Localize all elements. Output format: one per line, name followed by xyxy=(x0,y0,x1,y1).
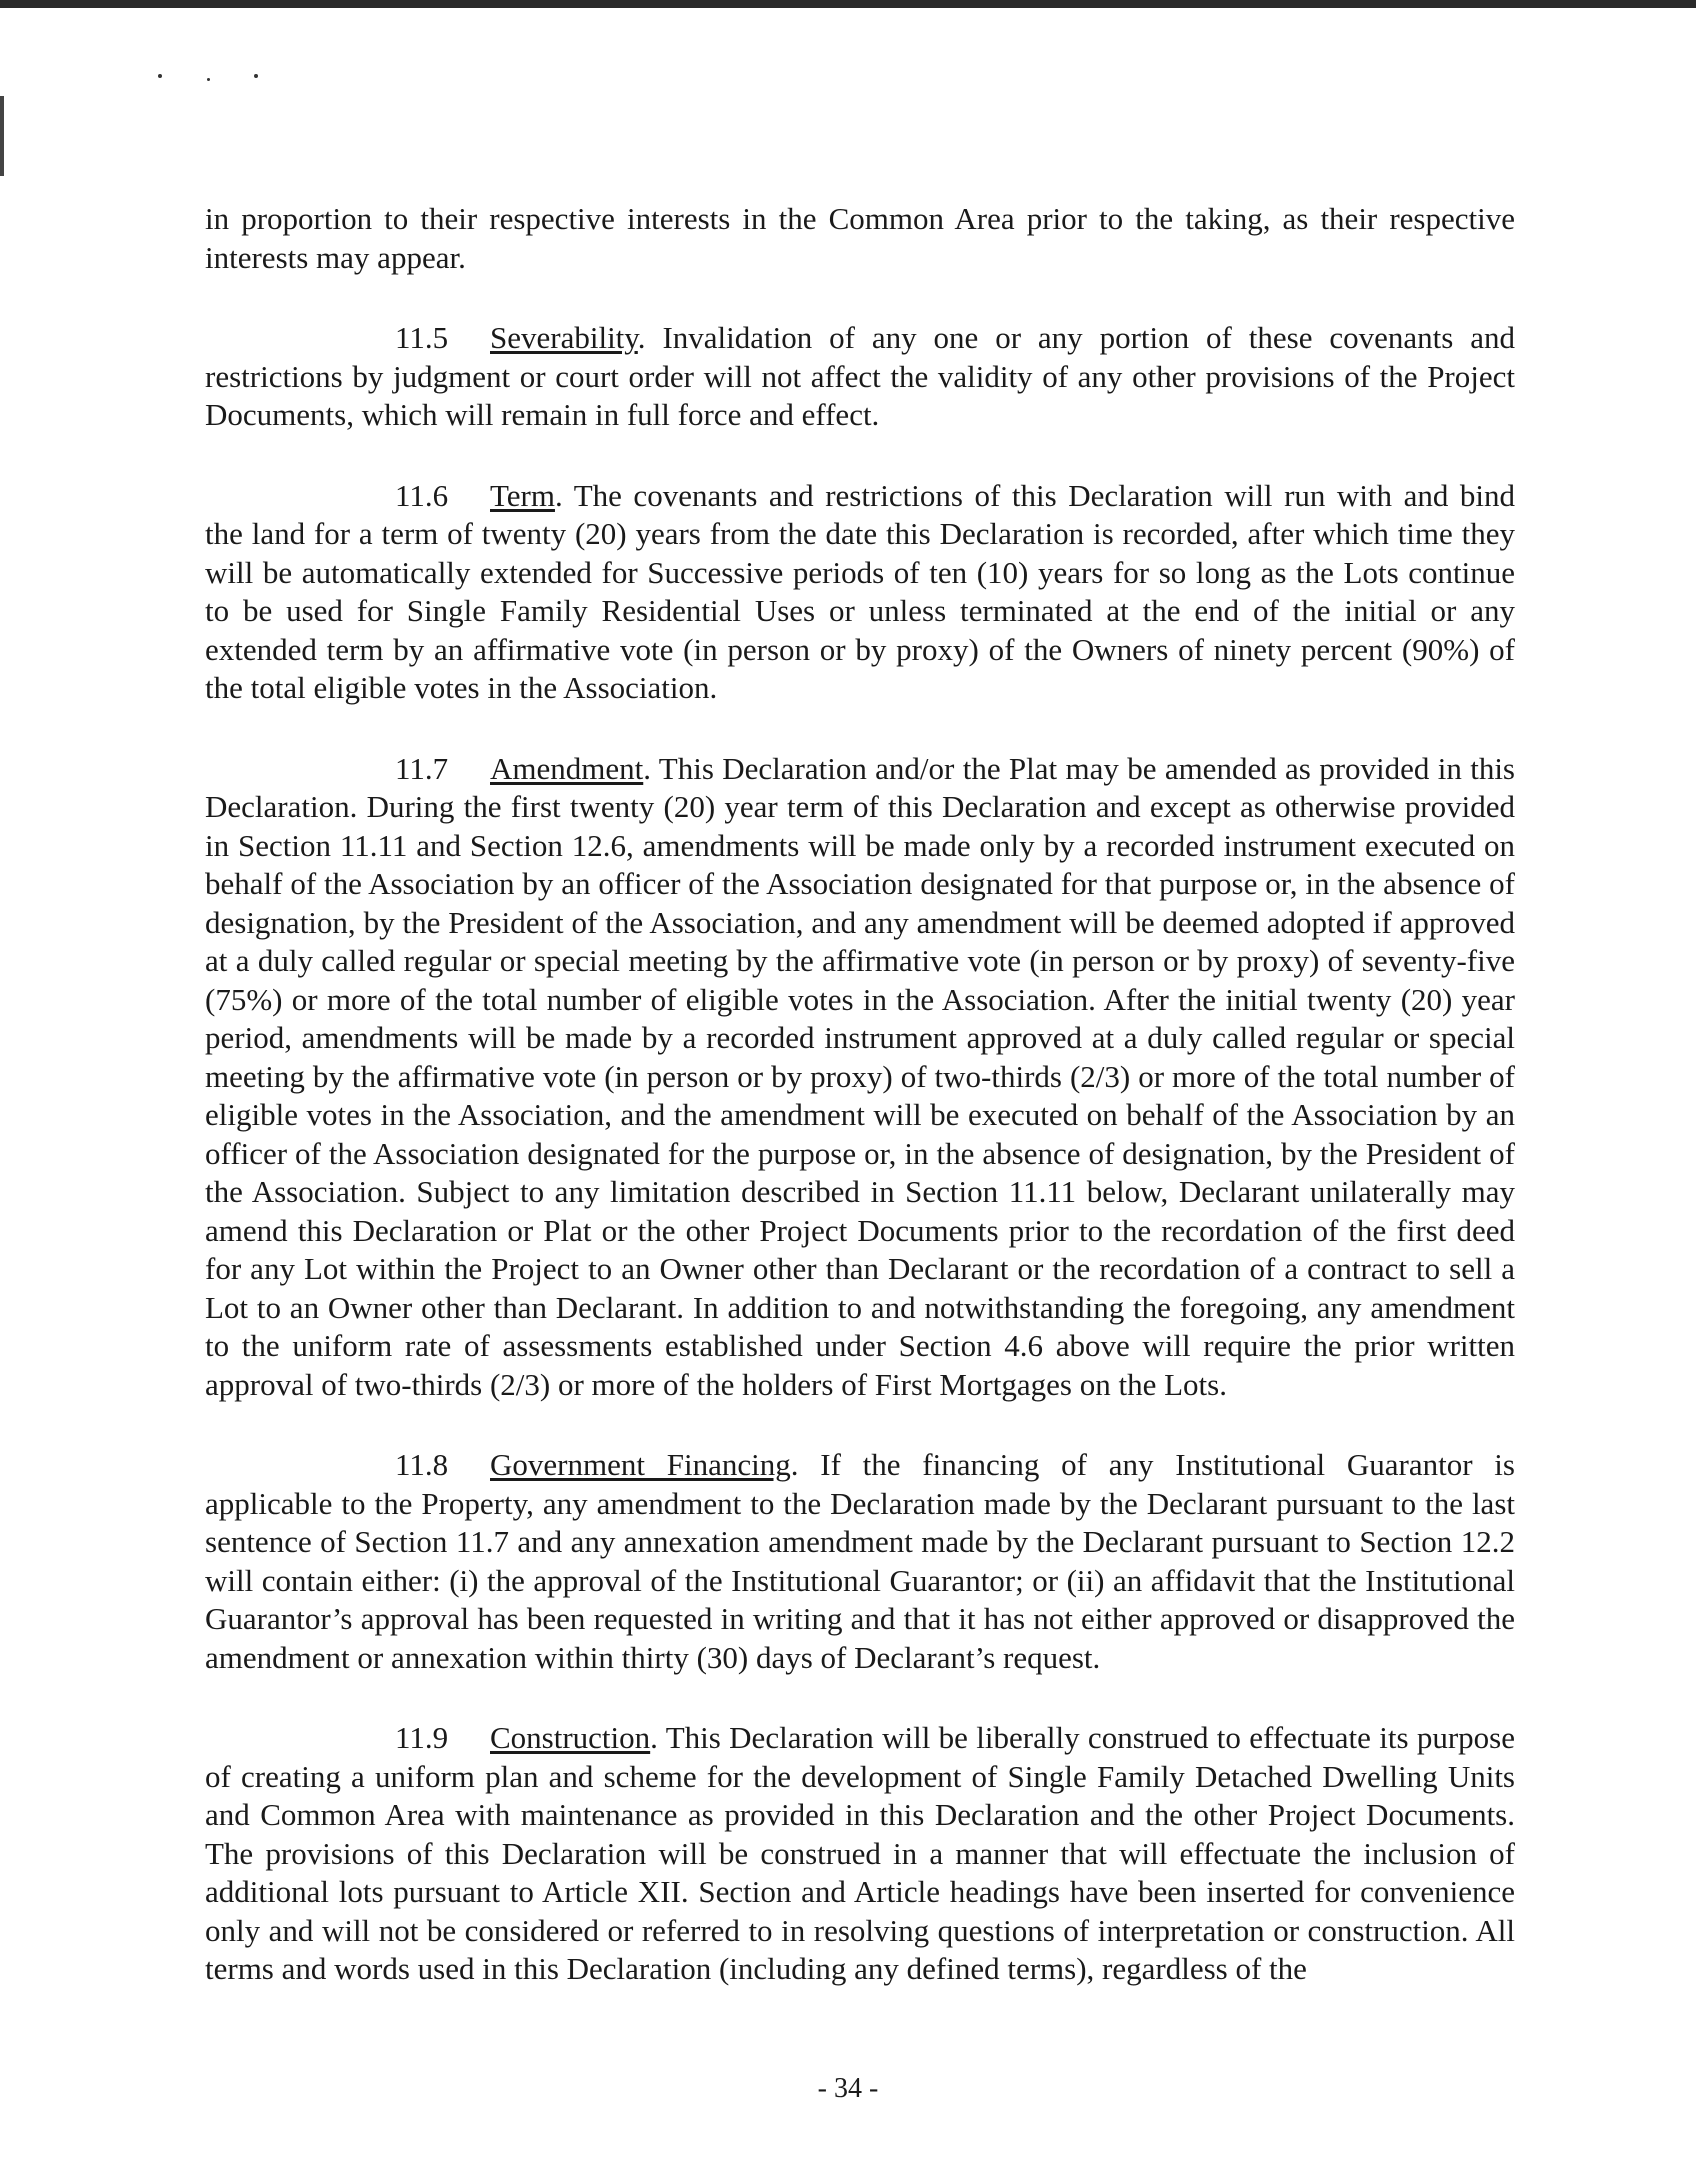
document-body xyxy=(205,200,1515,1989)
section-heading: Government Financing xyxy=(490,1447,791,1482)
scan-speck xyxy=(254,74,258,78)
section-number: 11.9 xyxy=(395,1720,449,1755)
section-11-6 xyxy=(205,477,1515,708)
section-text: . Invalidation of any one or any portion of these covenants and restrictions by judgment or court order will not affect the validity of any other provisions of the Project Documents, which will remain in full force and effect. xyxy=(205,320,1515,432)
section-number: 11.8 xyxy=(395,1447,449,1482)
section-heading: Severability xyxy=(490,320,638,355)
section-11-7 xyxy=(205,750,1515,1405)
scan-speck xyxy=(207,78,210,81)
section-text: . The covenants and restrictions of this Declaration will run with and bind the land for a term of twenty (20) years from the date this Declaration is recorded, after which time they will be automatically extended for Successive periods of ten (10) years for so long as the Lots continue to be used for Single Family Residential Uses or unless terminated at the end of the initial or any extended term by an affirmative vote (in person or by proxy) of the Owners of ninety percent (90%) of the total eligible votes in the Association. xyxy=(205,477,1515,705)
scan-top-edge xyxy=(0,0,1696,8)
section-heading: Construction xyxy=(490,1720,651,1755)
section-text: . This Declaration will be liberally construed to effectuate its purpose of creating a uniform plan and scheme for the development of Single Family Detached Dwelling Units and Common Area with maintenance as provided in this Declaration and the other Project Documents. The provisions of this Declaration will be construed in a manner that will effectuate the inclusion of additional lots pursuant to Article XII. Section and Article headings have been inserted for convenience only and will not be considered or referred to in resolving questions of interpretation or construction. All terms and words used in this Declaration (including any defined terms), regardless of the xyxy=(205,1720,1515,1986)
intro-paragraph: in proportion to their respective interests in the Common Area prior to the taking, as their respective interests may appear. xyxy=(205,201,1515,275)
section-heading: Amendment xyxy=(490,750,644,786)
section-number: 11.6 xyxy=(395,477,449,513)
section-text: . If the financing of any Institutional Guarantor is applicable to the Property, any amendment to the Declaration made by the Declarant pursuant to the last sentence of Section 11.7 and any annexation amendment made by the Declarant pursuant to Section 12.2 will contain either: (i) the approval of the Institutional Guarantor; or (ii) an affidavit that the Institutional Guarantor’s approval has been requested in writing and that it has not either approved or disapproved the amendment or annexation within thirty (30) days of Declarant’s request. xyxy=(205,1447,1515,1675)
section-11-9 xyxy=(205,1719,1515,1989)
section-text: . This Declaration and/or the Plat may be amended as provided in this Declaration. During the first twenty (20) year term of this Declaration and except as otherwise provided in Section 11.11 and Section 12.6, amendments will be made only by a recorded instrument executed on behalf of the Association by an officer of the Association designated for that purpose or, in the absence of designation, by the President of the Association, and any amendment will be deemed adopted if approved at a duly called regular or special meeting by the affirmative vote (in person or by proxy) of seventy-five (75%) or more of the total number of eligible votes in the Association. After the initial twenty (20) year period, amendments will be made by a recorded instrument approved at a duly called regular or special meeting by the affirmative vote (in person or by proxy) of two-thirds (2/3) or more of the total number of eligible votes in the Association, and the amendment will be executed on behalf of the Association by an officer of the Association designated for the purpose or, in the absence of designation, by the President of the Association. Subject to any limitation described in Section 11.11 below, Declarant unilaterally may amend this Declaration or Plat or the other Project Documents prior to the recordation of the first deed for any Lot within the Project to an Owner other than Declarant or the recordation of a contract to sell a Lot to an Owner other than Declarant. In addition to and notwithstanding the foregoing, any amendment to the uniform rate of assessments established under Section 4.6 above will require the prior written approval of two-thirds (2/3) or more of the holders of First Mortgages on the Lots. xyxy=(205,750,1515,1402)
section-11-8 xyxy=(205,1446,1515,1677)
page-number: - 34 - xyxy=(817,2073,879,2104)
section-heading: Term xyxy=(490,477,555,513)
section-number: 11.5 xyxy=(395,320,449,355)
scan-left-edge-mark xyxy=(0,96,4,176)
section-11-5 xyxy=(205,319,1515,435)
section-number: 11.7 xyxy=(395,750,449,786)
scan-speck xyxy=(158,74,162,78)
